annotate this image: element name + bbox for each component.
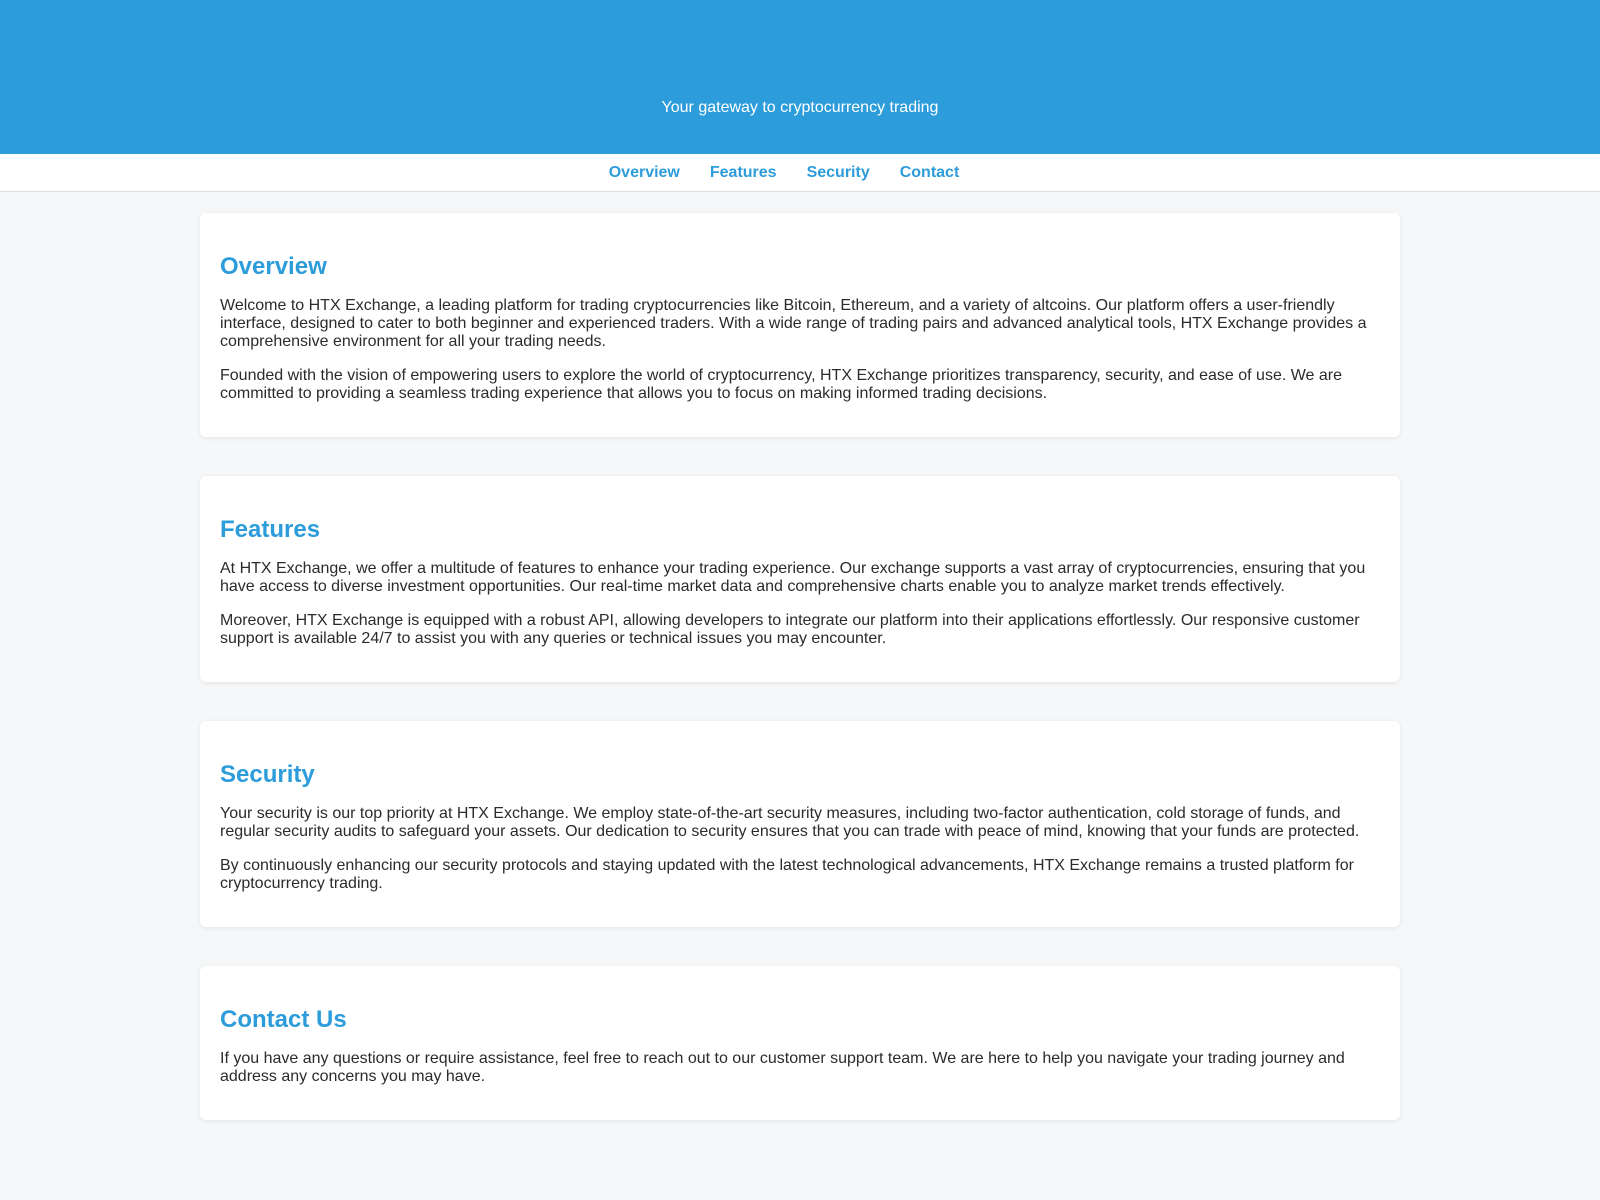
section-title: Features [220, 516, 321, 543]
main-content [200, 192, 1400, 1120]
site-header [0, 0, 1600, 154]
section-paragraph: Welcome to HTX Exchange, a leading platform for trading cryptocurrencies like Bitcoin, Ethereum, and a variety of altcoins. Our platform offers a user-friendly interface, designed to cater to both beginner and experienced traders. With a wide range of trading pairs and advanced analytical tools, HTX Exchange provides a comprehensive environment for all your trading needs. [220, 297, 1367, 350]
section-paragraph: At HTX Exchange, we offer a multitude of features to enhance your trading experience. Our exchange supports a vast array of cryptocurrencies, ensuring that you have access to diverse investment opportunities. Our real-time market data and comprehensive charts enable you to analyze market trends effectively. [220, 560, 1366, 595]
section-title: Contact Us [220, 1006, 347, 1033]
section-paragraph: Founded with the vision of empowering users to explore the world of cryptocurrency, HTX Exchange prioritizes transparency, security, and ease of use. We are committed to providing a seamless trading experience that allows you to focus on making informed trading decisions. [220, 367, 1343, 402]
section-title: Overview [220, 253, 327, 280]
nav-link-security[interactable]: Security [806, 163, 870, 181]
section-paragraph: Your security is our top priority at HTX Exchange. We employ state-of-the-art security measures, including two-factor authentication, cold storage of funds, and regular security audits to safeguard your assets. Our dedication to security ensures that you can trade with peace of mind, knowing that your funds are protected. [220, 805, 1360, 840]
nav-link-contact[interactable]: Contact [899, 163, 960, 181]
section-security [200, 721, 1400, 927]
section-paragraph: Moreover, HTX Exchange is equipped with a robust API, allowing developers to integrate our platform into their applications effortlessly. Our responsive customer support is available 24/7 to assist you with any queries or technical issues you may encounter. [220, 612, 1360, 647]
section-contact [200, 966, 1400, 1120]
section-paragraph: By continuously enhancing our security protocols and staying updated with the latest technological advancements, HTX Exchange remains a trusted platform for cryptocurrency trading. [220, 857, 1354, 892]
nav-link-overview[interactable]: Overview [608, 163, 680, 181]
section-title: Security [220, 761, 315, 788]
header-tagline: Your gateway to cryptocurrency trading [661, 99, 939, 116]
section-overview [200, 213, 1400, 437]
section-features [200, 476, 1400, 682]
main-nav [0, 154, 1600, 192]
section-paragraph: If you have any questions or require assistance, feel free to reach out to our customer support team. We are here to help you navigate your trading journey and address any concerns you may have. [220, 1050, 1345, 1085]
nav-link-features[interactable]: Features [709, 163, 777, 181]
